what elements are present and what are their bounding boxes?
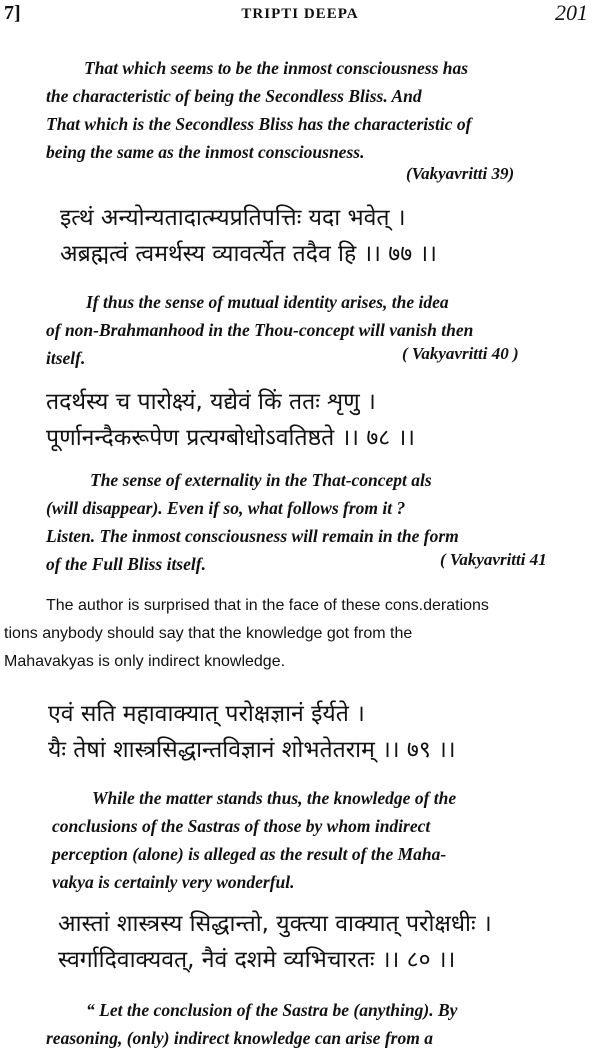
page-number: 201 (555, 0, 588, 25)
sanskrit-verse-79 (0, 696, 600, 768)
translation-paragraph-6 (0, 996, 600, 1052)
sanskrit-verse-78 (0, 384, 600, 456)
text-line: That which seems to be the inmost consciousness has (84, 58, 469, 78)
text-line: the characteristic of being the Secondless Bliss. And (46, 86, 422, 106)
citation-vakyavritti-41: ( Vakyavritti 41 (440, 550, 547, 569)
text-line: itself. (46, 348, 86, 368)
text-line: vakya is certainly very wonderful. (52, 872, 295, 892)
text-line: The sense of externality in the That-concept als (90, 470, 432, 490)
sanskrit-verse-77 (0, 200, 600, 272)
text-line: The author is surprised that in the face of these cons.derations (46, 597, 489, 614)
text-line: perception (alone) is alleged as the result of the Maha- (52, 844, 447, 864)
text-line: conclusions of the Sastras of those by whom indirect (52, 816, 431, 836)
text-line: (will disappear). Even if so, what follows from it ? (46, 498, 406, 518)
text-line: tions anybody should say that the knowledge got from the (4, 625, 413, 642)
sanskrit-verse-80 (0, 906, 600, 978)
translation-paragraph-1 (0, 54, 600, 166)
text-line: “ Let the conclusion of the Sastra be (anything). By (86, 1000, 458, 1020)
text-line: Mahavakyas is only indirect knowledge. (4, 653, 286, 670)
text-line: If thus the sense of mutual identity arises, the idea (86, 292, 449, 312)
text-line: That which is the Secondless Bliss has the characteristic of (46, 114, 472, 134)
verse-line: तदर्थस्य च पारोक्ष्यं, यद्येवं किं ततः शृणु । (46, 389, 376, 415)
author-remark (0, 592, 600, 676)
translation-paragraph-5 (0, 784, 600, 896)
citation-vakyavritti-39: (Vakyavritti 39) (406, 164, 515, 183)
text-line: being the same as the inmost consciousness. (46, 142, 365, 162)
verse-line: यैः तेषां शास्त्रसिद्धान्तविज्ञानं शोभतेतराम् ।। ७९ ।। (48, 737, 456, 763)
verse-line: इत्थं अन्योन्यतादात्म्यप्रतिपत्तिः यदा भवेत् । (60, 205, 406, 231)
verse-line: आस्तां शास्त्रस्य सिद्धान्तो, युक्त्या वाक्यात् परोक्षधीः । (58, 911, 492, 937)
text-line: of non-Brahmanhood in the Thou-concept will vanish then (46, 320, 474, 340)
citation-vakyavritti-40: ( Vakyavritti 40 ) (402, 344, 519, 363)
page-header (0, 0, 600, 34)
text-line: of the Full Bliss itself. (46, 554, 206, 574)
verse-line: स्वर्गादिवाक्यवत्, नैवं दशमे व्यभिचारतः ।। ८० ।। (58, 947, 456, 973)
text-line: reasoning, (only) indirect knowledge can arise from a (46, 1028, 433, 1048)
verse-line: पूर्णानन्दैकरूपेण प्रत्यग्बोधोऽवतिष्ठते ।। ७८ ।। (46, 425, 416, 451)
running-title: TRIPTI DEEPA (241, 6, 359, 22)
verse-line: अब्रह्मत्वं त्वमर्थस्य व्यावर्त्येत तदैव हि ।। ७७ ।। (60, 241, 437, 267)
text-line: Listen. The inmost consciousness will remain in the form (46, 526, 459, 546)
verse-line: एवं सति महावाक्यात् परोक्षज्ञानं ईर्यते । (48, 701, 365, 727)
chapter-number: 7] (4, 2, 21, 24)
text-line: While the matter stands thus, the knowledge of the (92, 788, 457, 808)
